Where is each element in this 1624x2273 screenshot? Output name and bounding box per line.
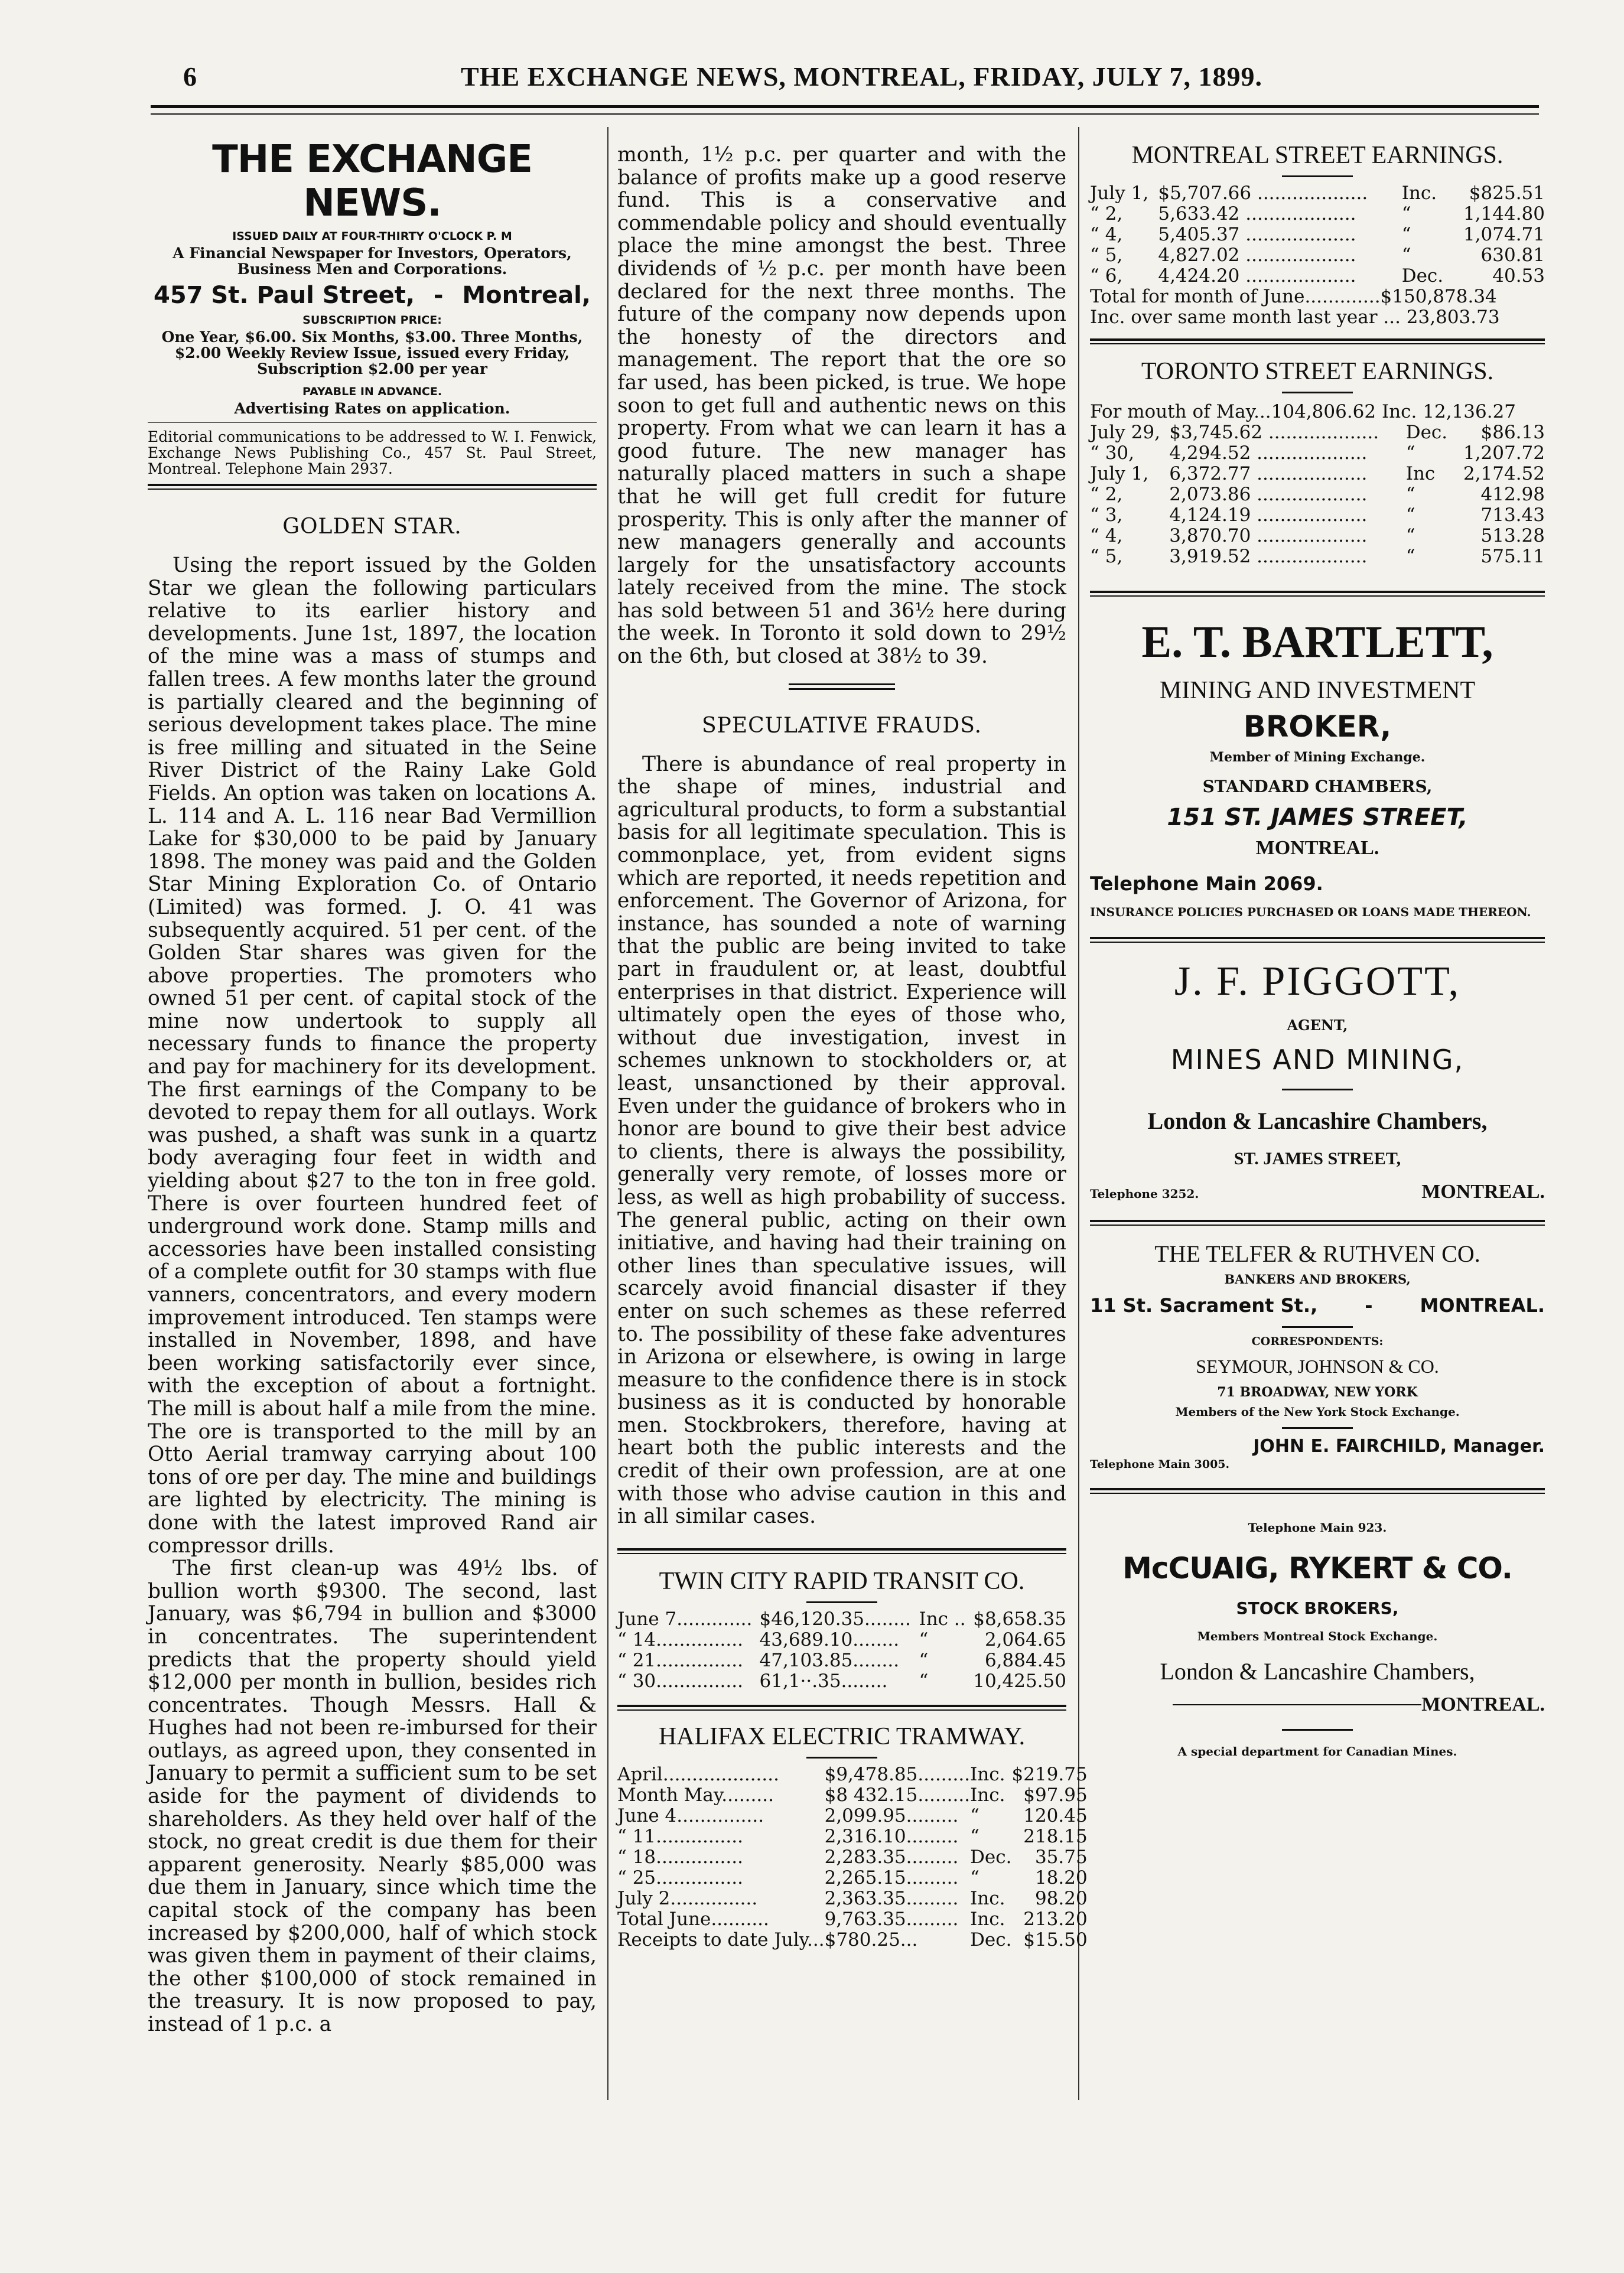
piggott-phone: Telephone 3252.: [1090, 1187, 1199, 1201]
table-row: “ 3, 4,124.19 ................... “ 713.43: [1090, 504, 1545, 526]
paper-description: A Financial Newspaper for Investors, Operators, Business Men and Corporations.: [173, 245, 572, 278]
telfer-address: 11 St. Sacrament St.,: [1090, 1294, 1318, 1317]
table-row: “ 5, 3,919.52 ................... “ 575.11: [1090, 546, 1545, 567]
column-2: [617, 127, 1088, 1950]
bartlett-phone: Telephone Main 2069.: [1090, 872, 1323, 895]
toronto-street-title: TORONTO STREET EARNINGS.: [1141, 358, 1494, 385]
subscription-label: SUBSCRIPTION PRICE:: [302, 314, 442, 327]
subscription-text: One Year, $6.00. Six Months, $3.00. Three Months, $2.00 Weekly Review Issue, issued every Friday, Subscription $2.00 per year: [161, 328, 583, 377]
table-row: “ 4, 3,870.70 ................... “ 513.28: [1090, 525, 1545, 546]
bartlett-member: Member of Mining Exchange.: [1209, 750, 1426, 765]
telfer-correspondents: CORRESPONDENTS:: [1251, 1335, 1384, 1348]
piggott-city: MONTREAL.: [1421, 1181, 1545, 1203]
speculative-title: SPECULATIVE FRAUDS.: [701, 713, 982, 738]
table-row: July 1, $5,707.66 ................... Inc. $825.51: [1090, 183, 1545, 204]
table-row: “ 2, 5,633.42 ................... “ 1,144.80: [1090, 203, 1545, 224]
table-row: “ 2, 2,073.86 ................... “ 412.98: [1090, 484, 1545, 505]
piggott-chambers: London & Lancashire Chambers,: [1147, 1108, 1488, 1134]
bartlett-line1: MINING AND INVESTMENT: [1159, 677, 1476, 704]
table-row: “ 6, 4,424.20 ................... Dec. 40.53: [1090, 265, 1545, 286]
table-row: July 2............... 2,363.35......... Inc. 98.20: [617, 1887, 1088, 1909]
telfer-name: THE TELFER & RUTHVEN CO.: [1154, 1240, 1480, 1267]
speculative-paragraph: There is abundance of real property in the shape of mines, industrial and agricultural products, to form a substantial basis for all legitimate speculation. This is commonplace, yet, from evident signs which are reported, it needs repetition and enforcement. The Governor of Arizona, for instance, has sounded a note of warning that the public are being invited to take part in fraudulent or, at least, doubtful enterprises in that district. Experience will ultimately open the eyes of those who, without due investigation, invest in schemes unknown to stockholders or, at least, unsanctioned by their approval. Even under the guidance of brokers who in honor are bound to give their best advice to clients, there is always the possibility, generally very remote, of losses more or less, as well as high probability of success. The general public, acting on their own initiative, and having had their training on other lines than speculative issues, will scarcely avoid financial disaster if they enter on such schemes as these referred to. The possibility of these fake adventures in Arizona or elsewhere, is owing in large measure to the confidence there is in stock business as it is conducted by honorable men. Stockbrokers, therefore, having at heart both the public interests and the credit of their own profession, are at one with those who advise caution in this and in all similar cases.: [617, 752, 1066, 1529]
bartlett-advertisement: [1090, 617, 1545, 920]
montreal-street-title: MONTREAL STREET EARNINGS.: [1131, 142, 1503, 169]
header-rule: [151, 105, 1539, 108]
address-dash: -: [433, 282, 444, 309]
telfer-firm-address: 71 BROADWAY, NEW YORK: [1217, 1385, 1418, 1400]
telfer-members: Members of the New York Stock Exchange.: [1175, 1405, 1460, 1419]
mccuaig-advertisement: [1090, 1520, 1545, 1760]
address-street: 457 St. Paul Street,: [154, 282, 415, 309]
bartlett-name: E. T. BARTLETT,: [1141, 617, 1493, 667]
table-row: July 1, 6,372.77 ................... Inc 2,174.52: [1090, 463, 1545, 484]
table-row: Month May......... $8 432.15......... Inc. $97.95: [617, 1784, 1088, 1806]
mccuaig-city: MONTREAL.: [1421, 1694, 1545, 1715]
telfer-dash: -: [1365, 1294, 1373, 1317]
toronto-street-table: [1090, 422, 1545, 567]
masthead-line: THE EXCHANGE NEWS, MONTREAL, FRIDAY, JULY 7, 1899.: [461, 61, 1262, 92]
telfer-bankers: BANKERS AND BROKERS,: [1224, 1272, 1411, 1287]
mccuaig-members: Members Montreal Stock Exchange.: [1197, 1629, 1438, 1643]
piggott-contact: [1090, 1181, 1545, 1204]
montreal-increase-line: Inc. over same month last year ... 23,803.73: [1090, 307, 1500, 328]
piggott-advertisement: [1090, 958, 1545, 1204]
bartlett-line2: BROKER,: [1243, 709, 1392, 744]
paper-address: [148, 282, 597, 309]
payable-line: PAYABLE IN ADVANCE.: [302, 385, 442, 398]
editorial-line: Editorial communications to be addressed to W. I. Fenwick, Exchange News Publishing Co., 457 St. Paul Street, Montreal. Telephone Main 2937.: [148, 428, 597, 477]
section-rule: [148, 484, 597, 486]
mccuaig-city-row: [1090, 1694, 1545, 1716]
piggott-mines: MINES AND MINING,: [1170, 1044, 1464, 1076]
telfer-city: MONTREAL.: [1420, 1294, 1545, 1317]
twin-city-table: [617, 1609, 1066, 1692]
piggott-agent: AGENT,: [1287, 1017, 1348, 1034]
mccuaig-phone: Telephone Main 923.: [1248, 1520, 1387, 1535]
telfer-firm: SEYMOUR, JOHNSON & CO.: [1196, 1356, 1439, 1377]
mccuaig-brokers: STOCK BROKERS,: [1236, 1598, 1399, 1618]
golden-star-paragraph: Using the report issued by the Golden Star we glean the following particulars relative to its earlier history and developments. June 1st, 1897, the location of the mine was a mass of stumps and fallen trees. A few months later the ground is partially cleared and the beginning of serious development takes place. The mine is free milling and situated in the Seine River District of the Rainy Lake Gold Fields. An option was taken on locations A. L. 114 and A. L. 116 near Bad Vermillion Lake for $30,000 to be paid by January 1898. The money was paid and the Golden Star Mining Exploration Co. of Ontario (Limited) was formed. J. O. 41 was subsequently acquired. 51 per cent. of the Golden Star shares was given for the above properties. The promoters who owned 51 per cent. of capital stock of the mine now undertook to supply all necessary funds to finance the property and pay for machinery for its development. The first earnings of the Company to be devoted to repay them for all outlays. Work was pushed, a shaft was sunk in a quartz body averaging four feet in width and yielding about $27 to the ton in free gold. There is over fourteen hundred feet of underground work done. Stamp mills and accessories have been installed consisting of a complete outfit for 30 stamps with flue vanners, concentrators, and every modern improvement introduced. Ten stamps were installed in November, 1898, and have been working satisfactorily ever since, with the exception of about a fortnight. The mill is about half a mile from the mine. The ore is transported to the mill by an Otto Aerial tramway carrying about 100 tons of ore per day. The mine and buildings are lighted by electricity. The mining is done with the latest improved Rand air compressor drills.: [148, 553, 597, 1558]
piggott-street: ST. JAMES STREET,: [1234, 1149, 1401, 1168]
table-row: “ 5, 4,827.02 ................... “ 630.81: [1090, 245, 1545, 266]
column-3: [1090, 127, 1545, 1762]
golden-star-title: GOLDEN STAR.: [282, 514, 462, 539]
halifax-table: [617, 1764, 1088, 1950]
header-rule-thin: [151, 113, 1539, 115]
column-divider: [607, 127, 608, 2100]
golden-star-paragraph: The first clean-up was 49½ lbs. of bullion worth $9300. The second, last January, was $6,794 in bullion and $3000 in concentrates. The superintendent predicts that the property should yield $12,000 per month in bullion, besides rich concentrates. Though Messrs. Hall & Hughes had not been re-imbursed for their outlays, as agreed upon, they consented in January to permit a sufficient sum to be set aside for the payment of dividends to shareholders. As they held over half of the stock, no great credit is due them for their apparent generosity. Nearly $85,000 was due them in January, since which time the capital stock of the company has been increased by $200,000, half of which stock was given them in payment of their claims, the other $100,000 of stock remained in the treasury. It is now proposed to pay, instead of 1 p.c. a: [148, 1556, 597, 2036]
table-row: “ 11............... 2,316.10......... “ 218.15: [617, 1825, 1088, 1847]
mccuaig-name: McCUAIG, RYKERT & CO.: [1122, 1551, 1512, 1585]
mccuaig-chambers: London & Lancashire Chambers,: [1160, 1658, 1475, 1685]
advertising-line: Advertising Rates on application.: [234, 400, 510, 417]
piggott-name: J. F. PIGGOTT,: [1174, 959, 1461, 1004]
bartlett-insurance: INSURANCE POLICIES PURCHASED OR LOANS MADE THEREON.: [1090, 905, 1531, 919]
issued-line: ISSUED DAILY AT FOUR-THIRTY O'CLOCK P. M: [232, 230, 512, 243]
toronto-month-line: For mouth of May...104,806.62 Inc. 12,136.27: [1090, 401, 1516, 422]
montreal-street-table: [1090, 183, 1545, 286]
bartlett-chambers: STANDARD CHAMBERS,: [1202, 777, 1433, 796]
table-row: “ 4, 5,405.37 ................... “ 1,074.71: [1090, 224, 1545, 245]
golden-star-continued: month, 1½ p.c. per quarter and with the balance of profits make up a good reserve fund. This is a conservative and commendable policy and should eventually place the mine amongst the best. Three dividends of ½ p.c. per month have been declared for the next three months. The future of the company now depends upon the honesty of the directors and management. The report that the ore so far used, has been picked, is true. We hope soon to get full and authentic news on this property. From what we can learn it has a good future. The new manager has naturally placed matters in such a shape that he will get full credit for future prosperity. This is only after the manner of new managers generally and accounts largely for the unsatisfactory accounts lately received from the mine. The stock has sold between 51 and 36½ here during the week. In Toronto it sold down to 29½ on the 6th, but closed at 38½ to 39.: [617, 143, 1066, 669]
column-1: [148, 127, 597, 2036]
table-row: April.................... $9,478.85......... Inc. $219.75: [617, 1763, 1088, 1785]
table-row: “ 18............... 2,283.35......... Dec. 35.75: [617, 1846, 1088, 1868]
table-row: “ 14............... 43,689.10........ “ 2,064.65: [617, 1629, 1066, 1650]
running-header: [177, 56, 1536, 97]
table-row: “ 25............... 2,265.15......... “ 18.20: [617, 1867, 1088, 1888]
table-row: “ 30............... 61,1··.35........ “ 10,425.50: [617, 1670, 1066, 1692]
halifax-title: HALIFAX ELECTRIC TRAMWAY.: [658, 1722, 1026, 1750]
telfer-phone: Telephone Main 3005.: [1090, 1458, 1230, 1471]
telfer-manager: JOHN E. FAIRCHILD, Manager.: [1253, 1436, 1545, 1457]
table-row: Receipts to date July... $780.25... Dec. $15.50: [617, 1929, 1088, 1950]
mccuaig-city-rule: [1173, 1704, 1421, 1705]
bartlett-city: MONTREAL.: [1255, 837, 1379, 859]
mccuaig-special: A special department for Canadian Mines.: [1177, 1744, 1457, 1759]
bartlett-street: 151 ST. JAMES STREET,: [1167, 804, 1468, 831]
page-number: 6: [183, 61, 197, 92]
table-row: June 7............. $46,120.35........ Inc .. $8,658.35: [617, 1608, 1066, 1630]
telfer-advertisement: [1090, 1240, 1545, 1473]
paper-title: THE EXCHANGE NEWS.: [212, 138, 532, 225]
table-row: July 29, $3,745.62 ................... Dec. $86.13: [1090, 422, 1545, 443]
table-row: “ 30, 4,294.52 ................... “ 1,207.72: [1090, 442, 1545, 464]
table-row: Total June.......... 9,763.35......... Inc. 213.20: [617, 1908, 1088, 1930]
table-row: June 4............... 2,099.95......... “ 120.45: [617, 1805, 1088, 1826]
montreal-total-line: Total for month of June.............$150,878.34: [1090, 286, 1497, 307]
telfer-address-row: [1090, 1294, 1545, 1317]
table-row: “ 21............... 47,103.85........ “ 6,884.45: [617, 1649, 1066, 1671]
address-city: Montreal,: [462, 282, 591, 309]
twin-city-title: TWIN CITY RAPID TRANSIT CO.: [659, 1567, 1025, 1595]
